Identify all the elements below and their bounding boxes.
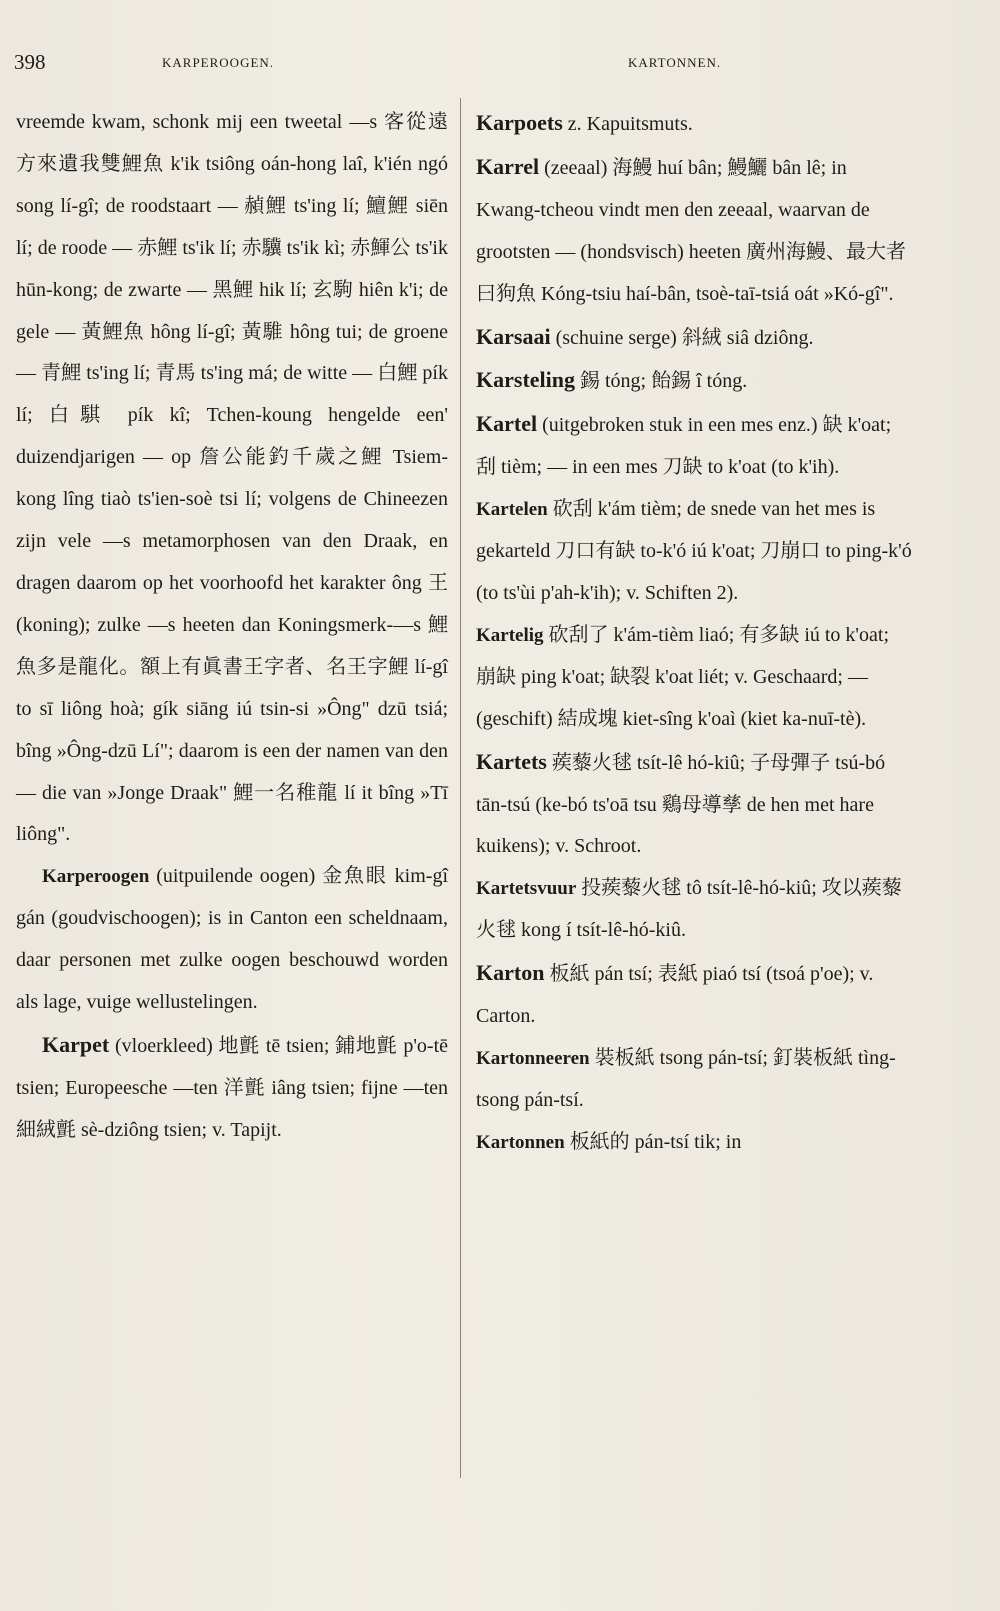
entry-text: (vloerkleed) 地氈 tē tsien; 鋪地氈 p'o-tē tsien; Europeesche —ten 洋氈 iâng tsien; fijne —ten 細絨氈 sè-dziông tsien; v. Tapijt. [16,1034,449,1141]
entry-text: vreemde kwam, schonk mij een tweetal —s 客從遠方來遺我雙鯉魚 k'ik tsiông oán-hong laî, k'ién ngó song lí-gî; de roodstaart — 赬鯉 ts'ing lí; 鱣鯉 siēn lí; de roode — 赤鯉 ts'ik lí; 赤驥 ts'ik kì; 赤鯶公 ts'ik hūn-kong; de zwarte — 黑鯉 hik lí; 玄駒 hiên k'i; de gele — 黃鯉魚 hông lí-gî; 黃騅 hông tui; de groene — 青鯉 ts'ing lí; 青馬 ts'ing má; de witte — 白鯉 pík lí; 白騏 pík kî; Tchen-koung hengelde een' duizendjarigen — op 詹公能釣千歲之鯉 Tsiem-kong lîng tiaò ts'ien-soè tsi lí; volgens de Chineezen zijn vele —s metamorphosen van den Draak, en dragen daarom op het voorhoofd het karakter ông 王 (koning); zulke —s heeten dan Koningsmerk-—s 鯉魚多是龍化。額上有眞書王字者、名王字鯉 lí-gî to sī liông hoà; gík siāng iú tsin-si »Ông" dzū tsiá; bîng »Ông-dzū Lí"; daarom is een der namen van den — die van »Jonge Draak" 鯉一名稚龍 lí it bîng »Tī liông". [16,111,448,846]
headword: Kartetsvuur [476,878,577,900]
headword: Kartets [476,748,547,774]
running-head-left: KARPEROOGEN. [162,55,275,70]
entry-text: 砍刮 k'ám tièm; de snede van het mes is gekarteld 刀口有缺 to-k'ó iú k'oat; 刀崩口 to ping-k'ó (to ts'ùi p'ah-k'ih); v. Schiften 2). [476,498,912,604]
entry-kartel [476,403,912,489]
entry-kartelen [476,489,912,615]
entry-karperoogen [16,856,448,1024]
entry-kartonneeren [476,1038,912,1122]
entry-kartets [476,741,912,869]
column-divider [460,98,461,1478]
headword: Kartel [476,411,538,437]
entry-karsteling [476,359,912,403]
entry-text: 投蒺藜火毬 tô tsít-lê-hó-kiû; 攻以蒺藜火毬 kong í tsít-lê-hó-kiû. [476,877,902,942]
running-head [0,50,1000,80]
headword: Karsteling [476,367,575,393]
entry-karton [476,952,912,1038]
entry-text: (zeeaal) 海鰻 huí bân; 鰻鱺 bân lê; in Kwang-tcheou vindt men den zeeaal, waarvan de grootsten — (hondsvisch) heeten 廣州海鰻、最大者曰狗魚 Kóng-tsiu haí-bân, tsoè-taī-tsiá oát »Kó-gî". [476,156,906,305]
entry-text: z. Kapuitsmuts. [567,113,693,135]
entry-kartetsvuur [476,868,912,952]
headword: Kartonneeren [476,1047,590,1069]
headword: Karperoogen [42,866,150,888]
entry-text: 蒺藜火毬 tsít-lê hó-kiû; 子母彈子 tsú-bó tān-tsú (ke-bó ts'oā tsu 鷄母導孳 de hen met hare kuikens); v. Schroot. [476,751,886,858]
entry-kartelig [476,615,912,741]
entry-text: (uitgebroken stuk in een mes enz.) 缺 k'oat; 刮 tièm; — in een mes 刀缺 to k'oat (to k'ih). [476,414,892,479]
entry-text: 錫 tóng; 飴錫 î tóng. [580,370,748,393]
left-column [16,102,448,1152]
headword: Karsaai [476,323,551,349]
entry-text: (schuine serge) 斜絨 siâ dziông. [555,326,814,349]
entry-karsaai [476,316,912,360]
entry-karpoets [476,102,912,146]
entry-text: (uitpuilende oogen) 金魚眼 kim-gî gán (goudvischoogen); is in Canton een scheldnaam, daar personen met zulke oogen beschouwd worden als lage, vuige wellustelingen. [16,865,449,1014]
entry-kartonnen [476,1122,912,1164]
entry-text: 裝板紙 tsong pán-tsí; 釘裝板紙 tìng-tsong pán-tsí. [476,1046,896,1111]
entry-text: 砍刮了 k'ám-tièm liaó; 有多缺 iú to k'oat; 崩缺 ping k'oat; 缺裂 k'oat liét; v. Geschaard; — (geschift) 結成塊 kiet-sîng k'oaì (kiet ka-nuī-tè). [476,623,890,730]
entry-text: 板紙的 pán-tsí tik; in [569,1130,742,1153]
entry-karrel [476,146,912,316]
page-number: 398 [14,50,46,74]
entry-text: 板紙 pán tsí; 表紙 piaó tsí (tsoá p'oe); v. Carton. [476,963,874,1028]
headword: Kartonnen [476,1131,565,1153]
headword: Karrel [476,153,540,179]
entry-karper-continued [16,102,448,856]
headword: Karton [476,960,545,986]
headword: Karpoets [476,110,563,135]
headword: Kartelen [476,499,548,521]
entry-karpet [16,1024,448,1152]
headword: Karpet [42,1031,110,1057]
right-column [476,102,912,1164]
running-head-right: KARTONNEN. [628,55,722,70]
headword: Kartelig [476,624,544,646]
